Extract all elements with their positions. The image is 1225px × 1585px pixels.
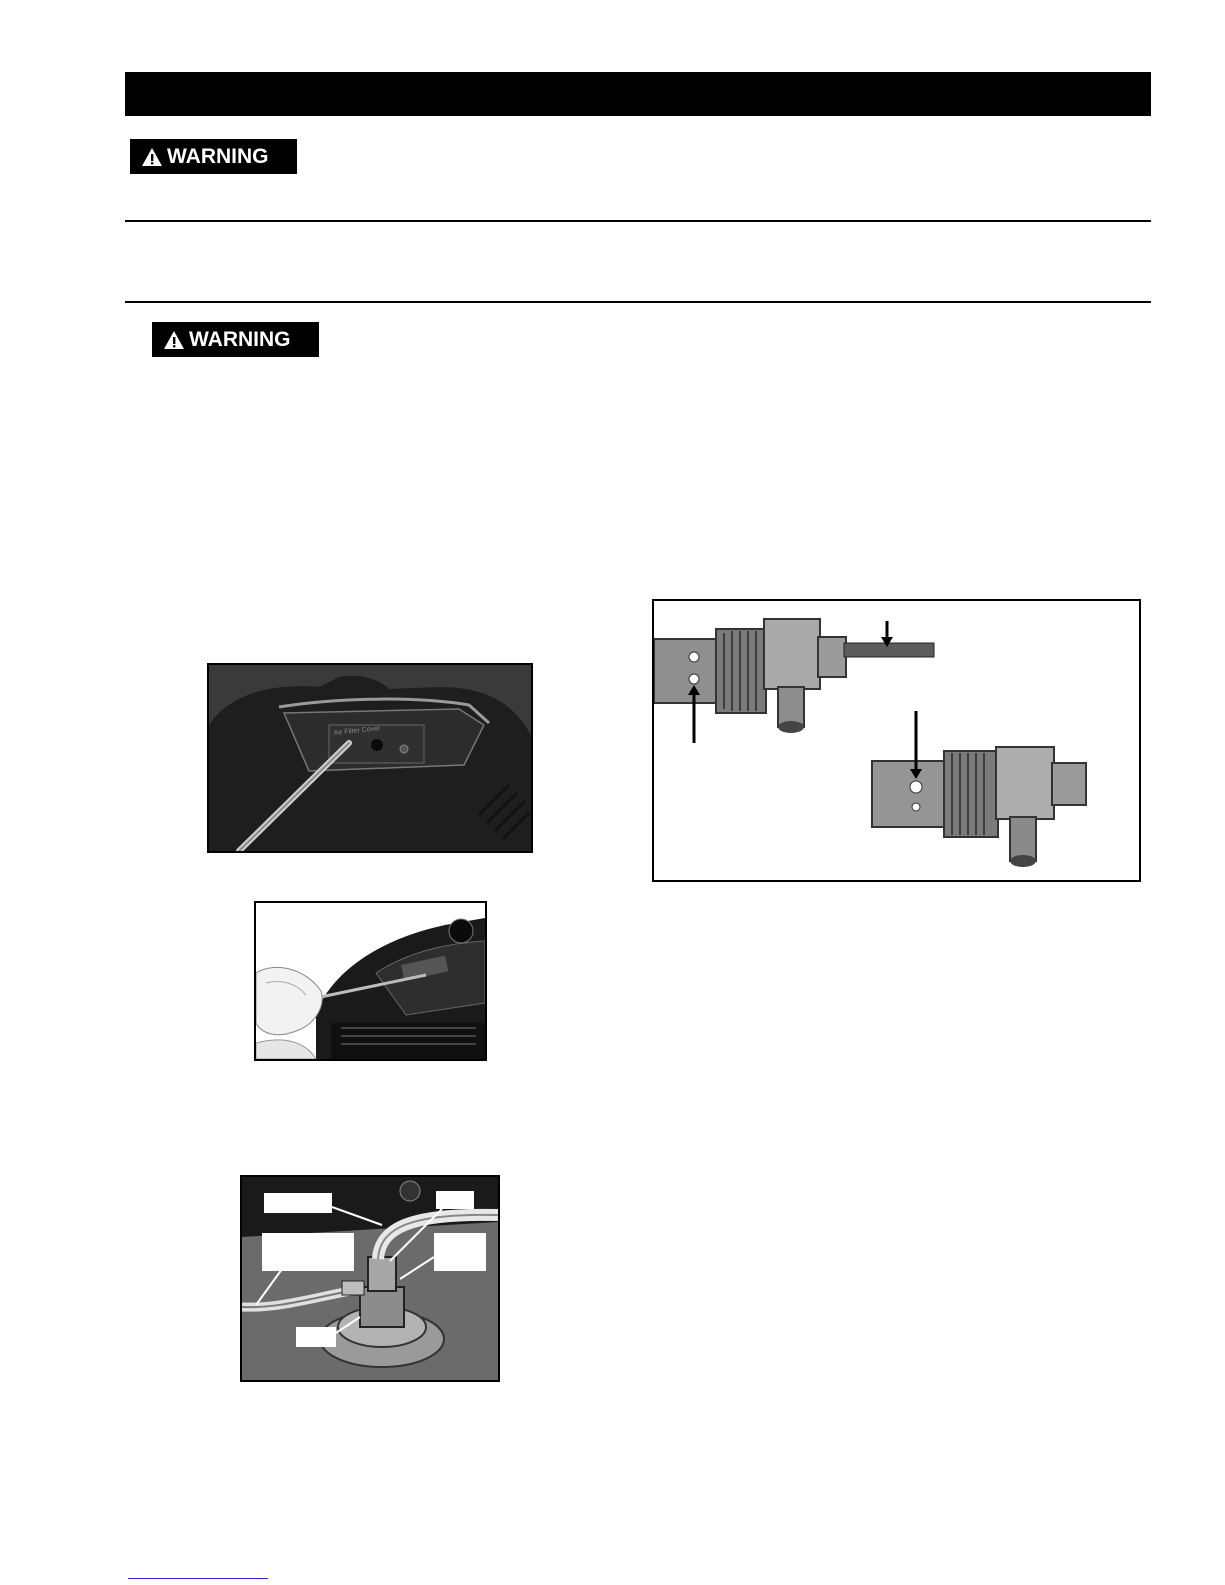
divider-rule xyxy=(125,220,1151,222)
warning-badge xyxy=(152,322,319,357)
figure-tube-assembly xyxy=(240,1175,500,1382)
warning-triangle-icon xyxy=(141,147,163,167)
figure-check-valve-parts xyxy=(652,599,1141,882)
section-header-bar xyxy=(125,72,1151,116)
warning-triangle-icon xyxy=(163,330,185,350)
divider-rule xyxy=(125,301,1151,303)
figure-air-filter-cover xyxy=(207,663,533,853)
stamp-text: Air Filter Cover xyxy=(333,725,381,737)
warning-badge xyxy=(130,139,297,174)
figure-cover-removal xyxy=(254,901,487,1061)
warning-label: WARNING xyxy=(167,144,269,168)
warning-label: WARNING xyxy=(189,327,291,351)
footer-link-underline[interactable] xyxy=(128,1578,268,1579)
